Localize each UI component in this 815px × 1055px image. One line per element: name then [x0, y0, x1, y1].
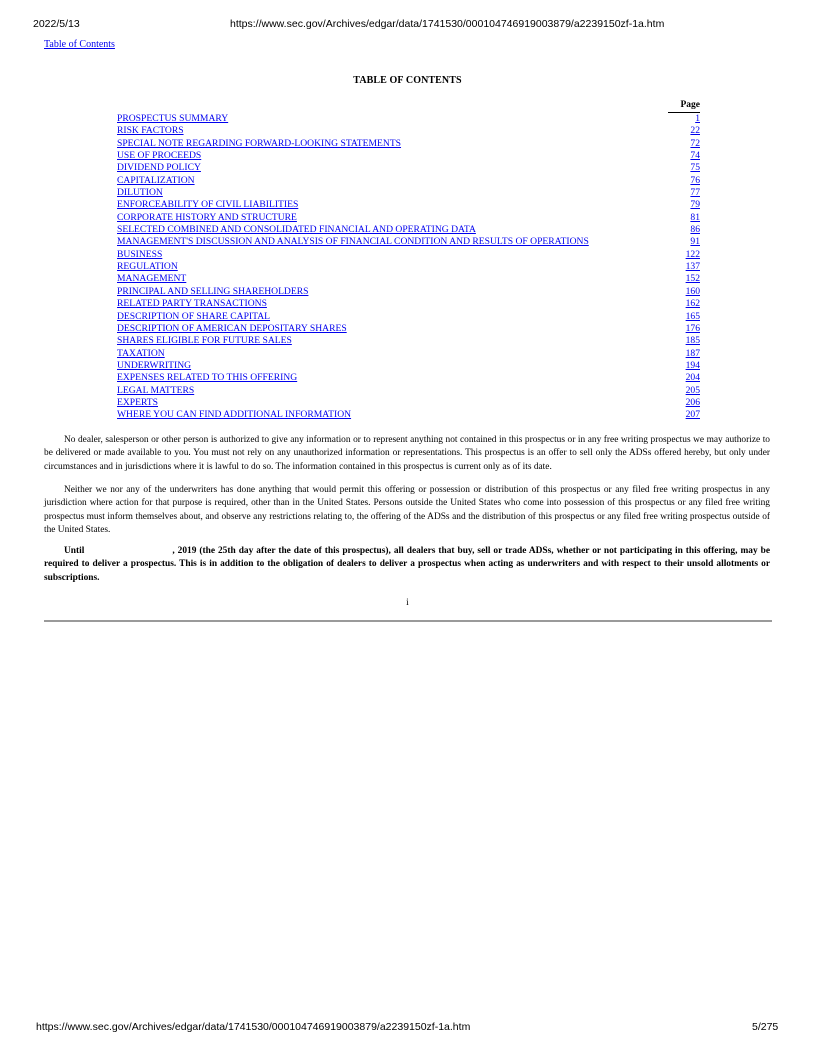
toc-page-link[interactable]: 207 — [685, 409, 700, 421]
toc-page-link[interactable]: 194 — [685, 359, 700, 371]
page-number: i — [406, 598, 409, 608]
toc-row — [117, 138, 700, 150]
toc-page-link[interactable]: 162 — [685, 298, 700, 310]
toc-page-link[interactable]: 79 — [690, 199, 700, 211]
toc-row — [117, 212, 700, 224]
toc-entry-link[interactable]: PRINCIPAL AND SELLING SHAREHOLDERS — [117, 285, 309, 297]
toc-row — [117, 298, 700, 310]
print-header — [0, 18, 815, 32]
toc-row — [117, 162, 700, 174]
toc-page-link[interactable]: 187 — [685, 347, 700, 359]
toc-page-link[interactable]: 77 — [690, 187, 700, 199]
toc-entry-link[interactable]: CAPITALIZATION — [117, 174, 195, 186]
toc-page-link[interactable]: 206 — [685, 396, 700, 408]
toc-row — [117, 150, 700, 162]
toc-row — [117, 409, 700, 421]
print-url: https://www.sec.gov/Archives/edgar/data/1741530/000104746919003879/a2239150zf-1a.htm — [230, 18, 665, 30]
toc-row — [117, 360, 700, 372]
toc-entry-link[interactable]: EXPERTS — [117, 396, 159, 408]
toc-entry-link[interactable]: MANAGEMENT'S DISCUSSION AND ANALYSIS OF FINANCIAL CONDITION AND RESULTS OF OPERATIONS — [117, 236, 589, 248]
toc-row — [117, 286, 700, 298]
toc-entry-link[interactable]: TAXATION — [117, 347, 165, 359]
toc-list — [117, 113, 700, 422]
toc-entry-link[interactable]: MANAGEMENT — [117, 273, 187, 285]
toc-entry-link[interactable]: EXPENSES RELATED TO THIS OFFERING — [117, 372, 298, 384]
toc-page-link[interactable]: 165 — [685, 310, 700, 322]
toc-page-link[interactable]: 86 — [690, 224, 700, 236]
page-title: TABLE OF CONTENTS — [353, 75, 462, 86]
table-of-contents-link[interactable]: Table of Contents — [44, 39, 115, 50]
print-date: 2022/5/13 — [33, 18, 80, 30]
toc-page-link[interactable]: 160 — [685, 285, 700, 297]
toc-entry-link[interactable]: RISK FACTORS — [117, 125, 184, 137]
toc-row — [117, 224, 700, 236]
toc-page-link[interactable]: 204 — [685, 372, 700, 384]
toc-entry-link[interactable]: UNDERWRITING — [117, 359, 192, 371]
toc-row — [117, 372, 700, 384]
page-column-header: Page — [668, 100, 700, 113]
toc-entry-link[interactable]: ENFORCEABILITY OF CIVIL LIABILITIES — [117, 199, 299, 211]
toc-row — [117, 187, 700, 199]
toc-page-link[interactable]: 1 — [695, 113, 700, 124]
toc-page-link[interactable]: 91 — [690, 236, 700, 248]
toc-page-link[interactable]: 176 — [685, 322, 700, 334]
toc-entry-link[interactable]: USE OF PROCEEDS — [117, 150, 202, 162]
toc-page-link[interactable]: 72 — [690, 137, 700, 149]
toc-entry-link[interactable]: REGULATION — [117, 261, 178, 273]
toc-row — [117, 397, 700, 409]
toc-page-link[interactable]: 137 — [685, 261, 700, 273]
toc-row — [117, 261, 700, 273]
toc-entry-link[interactable]: DESCRIPTION OF AMERICAN DEPOSITARY SHARES — [117, 322, 347, 334]
dealer-notice-text: , 2019 (the 25th day after the date of this prospectus), all dealers that buy, sell or trade ADSs, whether or not participating in this offering, may be required to deliver a prospectus. This is in addition to the obligation of dealers to deliver a prospectus when acting as underwriters and with respect to their unsold allotments or subscriptions. — [44, 546, 770, 583]
distribution-paragraph: Neither we nor any of the underwriters has done anything that would permit this offering or possession or distribution of this prospectus or any filed free writing prospectus in any jurisdiction where action for that purpose is required, other than in the United States. Persons outside the United States who come into possession of this prospectus or any filed free writing prospectus must inform themselves about, and observe any restrictions relating to, the offering of the ADSs and the distribution of this prospectus or any filed free writing prospectus outside of the United States. — [44, 485, 770, 535]
toc-entry-link[interactable]: LEGAL MATTERS — [117, 384, 195, 396]
toc-entry-link[interactable]: SPECIAL NOTE REGARDING FORWARD-LOOKING STATEMENTS — [117, 137, 402, 149]
toc-page-link[interactable]: 152 — [685, 273, 700, 285]
toc-page-link[interactable]: 122 — [685, 248, 700, 260]
toc-entry-link[interactable]: CORPORATE HISTORY AND STRUCTURE — [117, 211, 297, 223]
toc-entry-link[interactable]: WHERE YOU CAN FIND ADDITIONAL INFORMATION — [117, 409, 352, 421]
toc-entry-link[interactable]: DESCRIPTION OF SHARE CAPITAL — [117, 310, 271, 322]
page-divider — [44, 620, 772, 622]
toc-row — [117, 125, 700, 137]
toc-entry-link[interactable]: SELECTED COMBINED AND CONSOLIDATED FINANCIAL AND OPERATING DATA — [117, 224, 476, 236]
toc-entry-link[interactable]: BUSINESS — [117, 248, 163, 260]
toc-page-link[interactable]: 205 — [685, 384, 700, 396]
toc-entry-link[interactable]: PROSPECTUS SUMMARY — [117, 113, 229, 124]
toc-page-link[interactable]: 74 — [690, 150, 700, 162]
toc-row — [117, 175, 700, 187]
toc-page-link[interactable]: 76 — [690, 174, 700, 186]
footer-page-count: 5/275 — [752, 1021, 779, 1033]
toc-row — [117, 385, 700, 397]
toc-row — [117, 323, 700, 335]
toc-row — [117, 113, 700, 125]
toc-page-link[interactable]: 22 — [690, 125, 700, 137]
toc-page-link[interactable]: 81 — [690, 211, 700, 223]
disclaimer-paragraph: No dealer, salesperson or other person is authorized to give any information or to represent anything not contained in this prospectus or in any free writing prospectus we may authorize to be delivered or made available to you. You must not rely on any unauthorized information or representations. This prospectus is an offer to sell only the ADSs offered hereby, but only under circumstances and in jurisdictions where it is lawful to do so. The information contained in this prospectus is current only as of its date. — [44, 435, 770, 472]
dealer-notice-paragraph — [44, 545, 770, 585]
footer-url: https://www.sec.gov/Archives/edgar/data/1741530/000104746919003879/a2239150zf-1a.htm — [36, 1021, 471, 1033]
toc-row — [117, 335, 700, 347]
dealer-notice-lead: Until — [64, 546, 85, 556]
toc-entry-link[interactable]: RELATED PARTY TRANSACTIONS — [117, 298, 267, 310]
toc-row — [117, 249, 700, 261]
toc-row — [117, 311, 700, 323]
toc-page-link[interactable]: 75 — [690, 162, 700, 174]
toc-row — [117, 348, 700, 360]
toc-row — [117, 273, 700, 285]
toc-page-link[interactable]: 185 — [685, 335, 700, 347]
toc-entry-link[interactable]: SHARES ELIGIBLE FOR FUTURE SALES — [117, 335, 292, 347]
toc-row — [117, 199, 700, 211]
print-footer — [0, 1021, 815, 1035]
toc-row — [117, 236, 700, 248]
toc-entry-link[interactable]: DILUTION — [117, 187, 163, 199]
toc-entry-link[interactable]: DIVIDEND POLICY — [117, 162, 201, 174]
